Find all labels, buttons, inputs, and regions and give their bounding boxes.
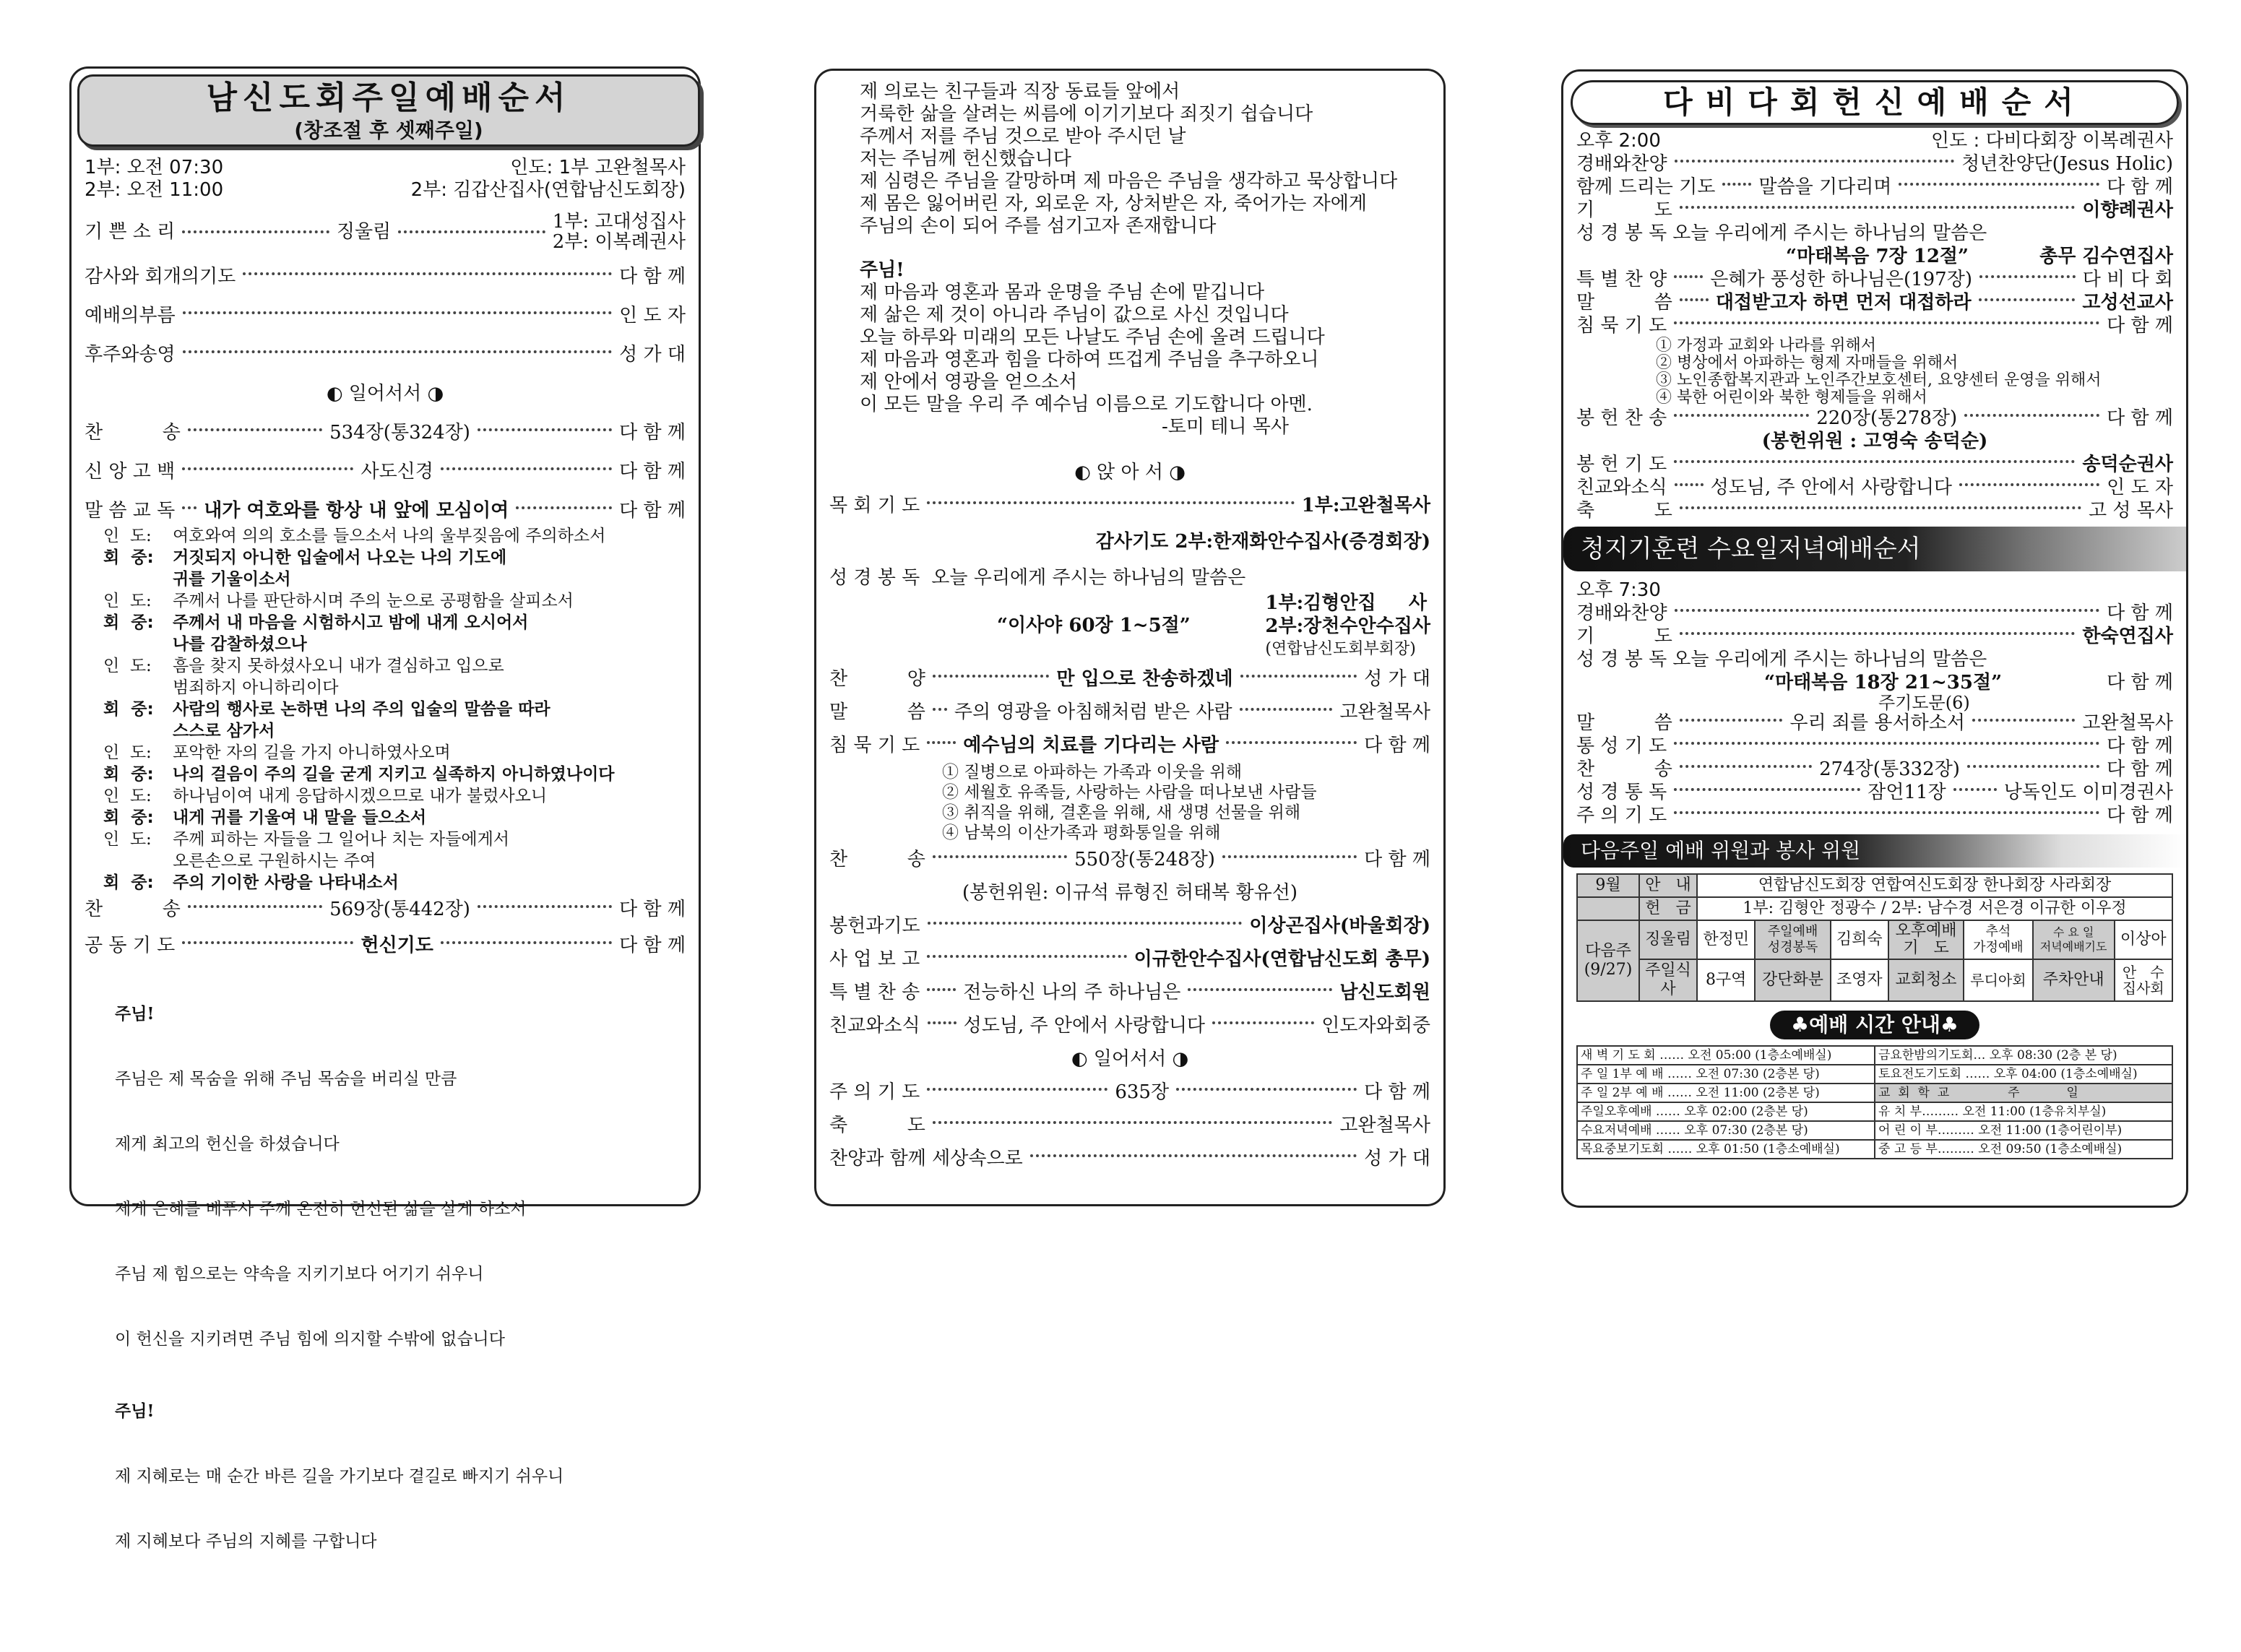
vt-cell: 주차안내 [2033, 959, 2115, 1001]
item-pastoral-label: 목 회 기 도 [829, 495, 920, 516]
a-scripture-who: 총무 김수연집사 [2039, 246, 2173, 267]
vt-cell: 교회청소 [1888, 959, 1964, 1001]
a-scripture-label: 성 경 봉 독 [1576, 222, 1667, 244]
service2-leader: 2부: 김갑산집사(연합남신도회장) [410, 179, 686, 201]
prayer-line: 주님 제 힘으로는 약속을 지키기보다 어기기 쉬우니 [115, 1265, 484, 1284]
vt-month: 9월 [1577, 874, 1639, 897]
rk-leader: 인 도: [103, 527, 152, 545]
item-postlude-who: 성 가 대 [619, 344, 686, 366]
item-hymn1-who: 다 함 께 [619, 422, 686, 444]
item-creed-label: 신 앙 고 백 [85, 461, 176, 483]
a-benediction-label: 축 도 [1576, 500, 1672, 522]
item-scripture-label: 성 경 봉 독 [829, 567, 920, 589]
item-scripture-mid: 오늘 우리에게 주시는 하나님의 말씀은 [931, 567, 1246, 589]
a-special-mid: 은혜가 풍성한 하나님은(197장) [1710, 269, 1972, 290]
a-special-who: 다 비 다 회 [2082, 269, 2173, 290]
vt-next-label: 다음주 [1585, 942, 1631, 960]
time-cell: 어 린 이 부……… 오전 11:00 (1층어린이부) [1875, 1121, 2172, 1140]
vt-cell: 한정민 [1697, 920, 1755, 959]
prayer-line: 제 몸은 잃어버린 자, 외로운 자, 상처받은 자, 죽어가는 자에게 [860, 193, 1367, 215]
a-offering-hymn-label: 봉 헌 찬 송 [1576, 407, 1667, 429]
topic-line: ④ 북한 어린이와 북한 형제들을 위해서 [1656, 389, 1927, 407]
evening-time: 오후 7:30 [1576, 579, 1661, 601]
item-special-label: 특 별 찬 송 [829, 982, 920, 1003]
prayer-line: 오늘 하루와 미래의 모든 나날도 주님 손에 올려 드립니다 [860, 326, 1325, 348]
item-prayer-who: 다 함 께 [619, 935, 686, 956]
prayer-line: 제 지혜로는 매 순간 바른 길을 가기보다 곁길로 빠지기 쉬우니 [115, 1467, 564, 1486]
stand-marker: ◐ 일어서서 ◑ [326, 383, 444, 405]
b-loud-prayer-who: 다 함 께 [2107, 735, 2173, 757]
vt-cell: 강단화분 [1755, 959, 1830, 1001]
reading-line: 귀를 기울이소서 [173, 570, 291, 589]
item-sermon-who: 고완철목사 [1339, 701, 1430, 723]
item-call-who: 인 도 자 [619, 305, 686, 326]
topic-line: ③ 취직을 위해, 결혼을 위해, 새 생명 선물을 위해 [942, 803, 1301, 822]
b-praise-label: 경배와찬양 [1576, 602, 1667, 624]
item-benediction-who: 고완철목사 [1339, 1115, 1430, 1136]
b-loud-prayer-label: 통 성 기 도 [1576, 735, 1667, 757]
item-creed-mid: 사도신경 [360, 461, 433, 483]
item-joy-sound-who2: 2부: 이복례권사 [552, 231, 686, 253]
volunteer-table [1576, 873, 2173, 1002]
left-title: 남신도회주일예배순서 [206, 79, 571, 116]
vt-cell: 안 수 집사회 [2115, 959, 2172, 1001]
item-sermon-mid: 주의 영광을 아침해처럼 받은 사람 [954, 701, 1232, 723]
b-bible-reading-mid: 잠언11장 [1868, 782, 1946, 803]
a-scripture-verse: “마태복음 7장 12절” [1786, 246, 1969, 267]
a-sermon-who: 고성선교사 [2082, 292, 2173, 313]
wednesday-banner: 청지기훈련 수요일저녁예배순서 [1563, 527, 2186, 571]
item-fellowship-mid: 성도님, 주 안에서 사랑합니다 [963, 1015, 1206, 1037]
a-prayer-together-mid: 말씀을 기다리며 [1758, 176, 1892, 198]
a-prayer-who: 이향례권사 [2082, 199, 2173, 221]
left-title-box [77, 74, 700, 147]
item-thanks-prayer: 감사기도 2부:한재화안수집사(증경회장) [1095, 531, 1430, 553]
rk-congregation: 회 중: [103, 808, 154, 827]
prayer-line: 제 의로는 친구들과 직장 동료들 앞에서 [860, 81, 1180, 103]
topic-line: ① 질병으로 아파하는 가족과 이웃을 위해 [942, 763, 1243, 782]
item-anthem-who: 성 가 대 [1364, 668, 1430, 690]
vt-cell: 주일식사 [1639, 959, 1697, 1001]
reading-line: 하나님이여 내게 응답하시겠으므로 내가 불렀사오니 [173, 787, 548, 805]
volunteer-banner: 다음주일 예배 위원과 봉사 위원 [1563, 834, 2186, 868]
item-hymn3-mid: 550장(통248장) [1074, 849, 1215, 870]
item-postlude-label: 후주와송영 [85, 344, 176, 366]
b-bible-reading-label: 성 경 통 독 [1576, 782, 1667, 803]
prayer-line: 주님! [115, 1401, 155, 1421]
vt-cell: 김희숙 [1831, 920, 1888, 959]
offering-committee: (봉헌위원: 이규석 류형진 허태복 황유선) [962, 882, 1297, 904]
prayer-line: 주님! [115, 1004, 155, 1024]
topic-line: ② 세월호 유족들, 사랑하는 사람을 떠나보낸 사람들 [942, 783, 1317, 802]
item-reading-label: 말 씀 교 독 [85, 500, 176, 522]
vt-cell: 주일예배 성경봉독 [1755, 920, 1830, 959]
a-sermon-mid: 대접받고자 하면 먼저 대접하라 [1715, 292, 1972, 313]
a-fellowship-label: 친교와소식 [1576, 477, 1667, 498]
prayer-line: 주께서 저를 주님 것으로 받아 주시던 날 [860, 126, 1186, 147]
item-sermon-label: 말 씀 [829, 701, 925, 723]
item-special-mid: 전능하신 나의 주 하나님은 [963, 982, 1181, 1003]
left-subtitle: (창조절 후 셋째주일) [294, 118, 483, 142]
time-cell: 유 치 부……… 오전 11:00 (1층유치부실) [1875, 1102, 2172, 1121]
stand-marker: ◐ 일어서서 ◑ [1071, 1048, 1189, 1070]
item-sending-who: 성 가 대 [1364, 1148, 1430, 1169]
middle-order-panel [814, 69, 1446, 1206]
vt-cell: 오후예배 기 도 [1888, 920, 1964, 959]
prayer-line: 저는 주님께 헌신했습니다 [860, 148, 1071, 170]
item-thanks-who: 다 함 께 [619, 266, 686, 287]
item-sending-label: 찬양과 함께 세상속으로 [829, 1148, 1023, 1169]
time-cell: 새 벽 기 도 회 …… 오전 05:00 (1층소예배실) [1577, 1046, 1875, 1065]
item-prayer-label: 공 동 기 도 [85, 935, 176, 956]
item-hymn3-label: 찬 송 [829, 849, 925, 870]
item-creed-who: 다 함 께 [619, 461, 686, 483]
a-offering-hymn-who: 다 함 께 [2107, 407, 2174, 429]
prayer-line: 제 안에서 영광을 얻으소서 [860, 371, 1078, 393]
b-scripture-mid: 오늘 우리에게 주시는 하나님의 말씀은 [1672, 649, 1987, 670]
silent-prayer-topics [829, 762, 1430, 843]
b-prayer-who: 한숙연집사 [2082, 626, 2173, 647]
item-reading-who: 다 함 께 [619, 500, 686, 522]
b-sermon-label: 말 씀 [1576, 712, 1672, 734]
prayer-line: 제 심령은 주님을 갈망하며 제 마음은 주님을 생각하고 묵상합니다 [860, 170, 1398, 192]
item-hymn3-who: 다 함 께 [1364, 849, 1431, 870]
b-scripture-label: 성 경 봉 독 [1576, 649, 1667, 670]
b-lords-prayer-who: 다 함 께 [2107, 805, 2173, 826]
a-praise-label: 경배와찬양 [1576, 153, 1667, 175]
service2-time: 2부: 오전 11:00 [85, 179, 224, 201]
a-fellowship-mid: 성도님, 주 안에서 사랑합니다 [1710, 477, 1953, 498]
a-silent-who: 다 함 께 [2107, 315, 2173, 337]
left-order-panel [69, 66, 701, 1551]
topic-line: ② 병상에서 아파하는 형제 자매들을 위해서 [1656, 354, 1959, 372]
time-cell: 교 회 학 교 주 일 [1875, 1084, 2172, 1102]
vt-cell: 조영자 [1831, 959, 1888, 1001]
rk-congregation: 회 중: [103, 548, 154, 567]
item-benediction-label: 축 도 [829, 1115, 925, 1136]
vt-next-week [1577, 920, 1639, 1001]
a-offering-prayer-label: 봉 헌 기 도 [1576, 454, 1667, 475]
item-report-who: 이규한안수집사(연합남신도회 총무) [1134, 948, 1430, 970]
b-scripture-verse: “마태복음 18장 21~35절” [1764, 672, 2003, 693]
rk-congregation: 회 중: [103, 700, 154, 719]
time-cell: 금요한밤의기도회… 오후 08:30 (2층 본 당) [1875, 1046, 2172, 1065]
time-cell: 토요전도기도회 …… 오후 04:00 (1층소예배실) [1875, 1065, 2172, 1084]
service-times-table [1576, 1045, 2173, 1159]
scripture-reader2-role: (연합남신도회부회장) [1265, 640, 1416, 658]
item-fellowship-label: 친교와소식 [829, 1015, 920, 1037]
item-hymn2-label: 찬 송 [85, 899, 181, 920]
right-order-panel [1561, 69, 2188, 1208]
prayer-continuation [829, 81, 1430, 438]
vt-next-date: (9/27) [1584, 961, 1633, 979]
b-sermon-who: 고완철목사 [2082, 712, 2173, 734]
a-prayer-label: 기 도 [1576, 199, 1672, 221]
service-times-header: ♣예배 시간 안내♣ [1770, 1011, 1979, 1039]
prayer-line: 제 삶은 제 것이 아니라 주님이 값으로 사신 것입니다 [860, 304, 1289, 326]
item-prayer-mid: 헌신기도 [360, 935, 433, 956]
prayer-line: 제 마음과 영혼과 힘을 다하여 뜨겁게 주님을 추구하오니 [860, 349, 1319, 371]
rk-congregation: 회 중: [103, 613, 154, 632]
item-pastoral-who: 1부:고완철목사 [1301, 495, 1430, 516]
item-anthem-label: 찬 양 [829, 668, 925, 690]
b-hymn-label: 찬 송 [1576, 758, 1672, 780]
prayer-line: 주님의 손이 되어 주를 섬기고자 존재합니다 [860, 215, 1217, 237]
item-fellowship-who: 인도자와회중 [1321, 1015, 1430, 1037]
a-prayer-together-who: 다 함 께 [2107, 176, 2173, 198]
a-silent-topics [1576, 337, 2173, 407]
dedication-prayer [85, 960, 686, 1596]
scripture-reader2: 2부:장천수안수집사 [1265, 615, 1430, 637]
b-praise-who: 다 함 께 [2107, 602, 2173, 624]
a-fellowship-who: 인 도 자 [2107, 477, 2173, 498]
reading-line: 거짓되지 아니한 입술에서 나오는 나의 기도에 [173, 548, 507, 567]
time-cell: 주 일 2부 예 배 …… 오전 11:00 (2층본 당) [1577, 1084, 1875, 1102]
prayer-line: 주님은 제 목숨을 위해 주님 목숨을 버리실 만큼 [115, 1070, 457, 1089]
afternoon-time: 오후 2:00 [1576, 130, 1661, 152]
reading-line: 나를 감찰하셨으나 [173, 635, 307, 654]
b-hymn-mid: 274장(통332장) [1819, 758, 1960, 780]
vt-guide-value: 연합남신도회장 연합여신도회장 한나회장 사라회장 [1697, 874, 2172, 897]
service1-leader: 인도: 1부 고완철목사 [510, 157, 686, 178]
reading-line: 내게 귀를 기울여 내 말을 들으소서 [173, 808, 427, 827]
reading-line: 스스로 삼가서 [173, 722, 275, 740]
reading-line: 흠을 찾지 못하셨사오니 내가 결심하고 입으로 [173, 657, 504, 675]
reading-line: 범죄하지 아니하리이다 [173, 678, 339, 697]
scripture-reader1: 1부:김형안집 사 [1265, 592, 1428, 614]
rk-leader: 인 도: [103, 743, 152, 762]
item-lords-prayer-mid: 635장 [1115, 1081, 1170, 1103]
sit-marker: ◐ 앉 아 서 ◑ [1074, 462, 1186, 483]
item-hymn2-who: 다 함 께 [619, 899, 686, 920]
prayer-author: -토미 테니 목사 [1162, 416, 1290, 438]
reading-line: 나의 걸음이 주의 길을 굳게 지키고 실족하지 아니하였나이다 [173, 765, 615, 784]
scripture-verse: “이사야 60장 1~5절” [997, 615, 1191, 636]
responsive-reading [85, 525, 686, 894]
reading-line: 여호와여 의의 호소를 들으소서 나의 울부짖음에 주의하소서 [173, 527, 606, 545]
vt-cell: 이상아 [2115, 920, 2172, 959]
item-silent-label: 침 묵 기 도 [829, 735, 920, 756]
time-cell: 목요중보기도회 …… 오후 01:50 (1층소예배실) [1577, 1140, 1875, 1159]
vt-cell: 루디아회 [1964, 959, 2033, 1001]
reading-line: 사람의 행사로 논하면 나의 주의 입술의 말씀을 따라 [173, 700, 550, 719]
item-joy-sound-mid: 징울림 [336, 221, 392, 243]
vt-cell: 8구역 [1697, 959, 1755, 1001]
vt-offering-label: 헌 금 [1639, 897, 1697, 920]
prayer-line: 이 헌신을 지키려면 주님 힘에 의지할 수밖에 없습니다 [115, 1330, 505, 1349]
item-lords-prayer-who: 다 함 께 [1364, 1081, 1430, 1103]
item-hymn1-label: 찬 송 [85, 422, 181, 444]
reading-line: 주께 피하는 자들을 그 일어나 치는 자들에게서 [173, 830, 510, 849]
reading-line: 주께서 나를 판단하시며 주의 눈으로 공평함을 살피소서 [173, 592, 574, 610]
b-hymn-who: 다 함 께 [2107, 758, 2174, 780]
vt-cell: 징울림 [1639, 920, 1697, 959]
rk-congregation: 회 중: [103, 765, 154, 784]
item-special-who: 남신도회원 [1339, 982, 1430, 1003]
b-sermon-mid: 우리 죄를 용서하소서 [1789, 712, 1965, 734]
vt-offering-value: 1부: 김형안 정광수 / 2부: 남수경 서은경 이규한 이우정 [1697, 897, 2172, 920]
reading-line: 주의 기이한 사랑을 나타내소서 [173, 873, 399, 892]
a-sermon-label: 말 씀 [1576, 292, 1672, 313]
topic-line: ① 가정과 교회와 나라를 위해서 [1656, 337, 1876, 355]
a-offering-committee: (봉헌위원 : 고영숙 송덕순) [1761, 431, 1988, 452]
reading-line: 오른손으로 구원하시는 주여 [173, 852, 376, 870]
a-scripture-mid: 오늘 우리에게 주시는 하나님의 말씀은 [1672, 222, 1987, 244]
item-call-label: 예배의부름 [85, 305, 176, 326]
a-silent-label: 침 묵 기 도 [1576, 315, 1667, 337]
a-praise-who: 청년찬양단(Jesus Holic) [1961, 153, 2173, 175]
rk-congregation: 회 중: [103, 873, 154, 892]
item-hymn2-mid: 569장(통442장) [329, 899, 470, 920]
item-thanks-label: 감사와 회개의기도 [85, 266, 236, 287]
a-offering-prayer-who: 송덕순권사 [2082, 454, 2173, 475]
rk-leader: 인 도: [103, 830, 152, 849]
right-title: 다비다회헌신예배순서 [1571, 80, 2179, 125]
prayer-line: 제게 은혜를 베푸사 주께 온전히 헌신된 삶을 살게 하소서 [115, 1200, 527, 1219]
vt-guide-label: 안 내 [1639, 874, 1697, 897]
reading-line: 주께서 내 마음을 시험하시고 밤에 내게 오시어서 [173, 613, 529, 632]
item-silent-who: 다 함 께 [1364, 735, 1430, 756]
a-offering-hymn-mid: 220장(통278장) [1816, 407, 1958, 429]
item-offering-label: 봉헌과기도 [829, 915, 920, 937]
item-lords-prayer-label: 주 의 기 도 [829, 1081, 920, 1103]
prayer-line: 제 마음과 영혼과 몸과 운명을 주님 손에 맡깁니다 [860, 282, 1265, 303]
vt-cell: 수 요 일 저녁예배기도 [2033, 920, 2115, 959]
item-hymn1-mid: 534장(통324장) [329, 422, 470, 444]
prayer-line: 제게 최고의 헌신을 하셨습니다 [115, 1135, 340, 1154]
time-cell: 주 일 1부 예 배 …… 오전 07:30 (2층본 당) [1577, 1065, 1875, 1084]
prayer-line: 주님! [860, 259, 904, 281]
time-cell: 중 고 등 부……… 오전 09:50 (1층소예배실) [1875, 1140, 2172, 1159]
item-anthem-mid: 만 입으로 찬송하겠네 [1056, 668, 1233, 690]
topic-line: ③ 노인종합복지관과 노인주간보호센터, 요양센터 운영을 위해서 [1656, 371, 2102, 389]
a-special-label: 특 별 찬 양 [1576, 269, 1667, 290]
b-prayer-label: 기 도 [1576, 626, 1672, 647]
b-scripture-who: 다 함 께 [2107, 672, 2173, 693]
a-prayer-together-label: 함께 드리는 기도 [1576, 176, 1716, 198]
vt-cell: 추석 가정예배 [1964, 920, 2033, 959]
time-cell: 수요저녁예배 …… 오후 07:30 (2층본 당) [1577, 1121, 1875, 1140]
service1-time: 1부: 오전 07:30 [85, 157, 224, 178]
b-lords-prayer-label: 주 의 기 도 [1576, 805, 1667, 826]
item-silent-mid: 예수님의 치료를 기다리는 사람 [963, 735, 1219, 756]
prayer-line: 제 지혜보다 주님의 지혜를 구합니다 [115, 1532, 377, 1551]
afternoon-leader: 인도 : 다비다회장 이복례권사 [1931, 130, 2173, 152]
item-offering-who: 이상곤집사(바울회장) [1249, 915, 1430, 937]
rk-leader: 인 도: [103, 657, 152, 675]
b-bible-reading-who: 낭독인도 이미경권사 [2003, 782, 2173, 803]
a-benediction-who: 고 성 목사 [2089, 500, 2173, 522]
reading-line: 포악한 자의 길을 가지 아니하였사오며 [173, 743, 451, 762]
rk-leader: 인 도: [103, 787, 152, 805]
time-cell: 주일오후예배 …… 오후 02:00 (2층본 당) [1577, 1102, 1875, 1121]
rk-leader: 인 도: [103, 592, 152, 610]
prayer-line: 이 모든 말을 우리 주 예수님 이름으로 기도합니다 아멘. [860, 394, 1313, 415]
item-joy-sound-who1: 1부: 고대성집사 [552, 211, 686, 233]
item-joy-sound-label: 기 쁜 소 리 [85, 221, 176, 243]
item-reading-mid: 내가 여호와를 항상 내 앞에 모심이여 [204, 500, 509, 522]
topic-line: ④ 남북의 이산가족과 평화통일을 위해 [942, 823, 1221, 842]
item-report-label: 사 업 보 고 [829, 948, 920, 970]
prayer-line: 거룩한 삶을 살려는 씨름에 이기기보다 죄짓기 쉽습니다 [860, 103, 1313, 125]
b-sermon-series: 주기도문(6) [1878, 693, 1970, 713]
